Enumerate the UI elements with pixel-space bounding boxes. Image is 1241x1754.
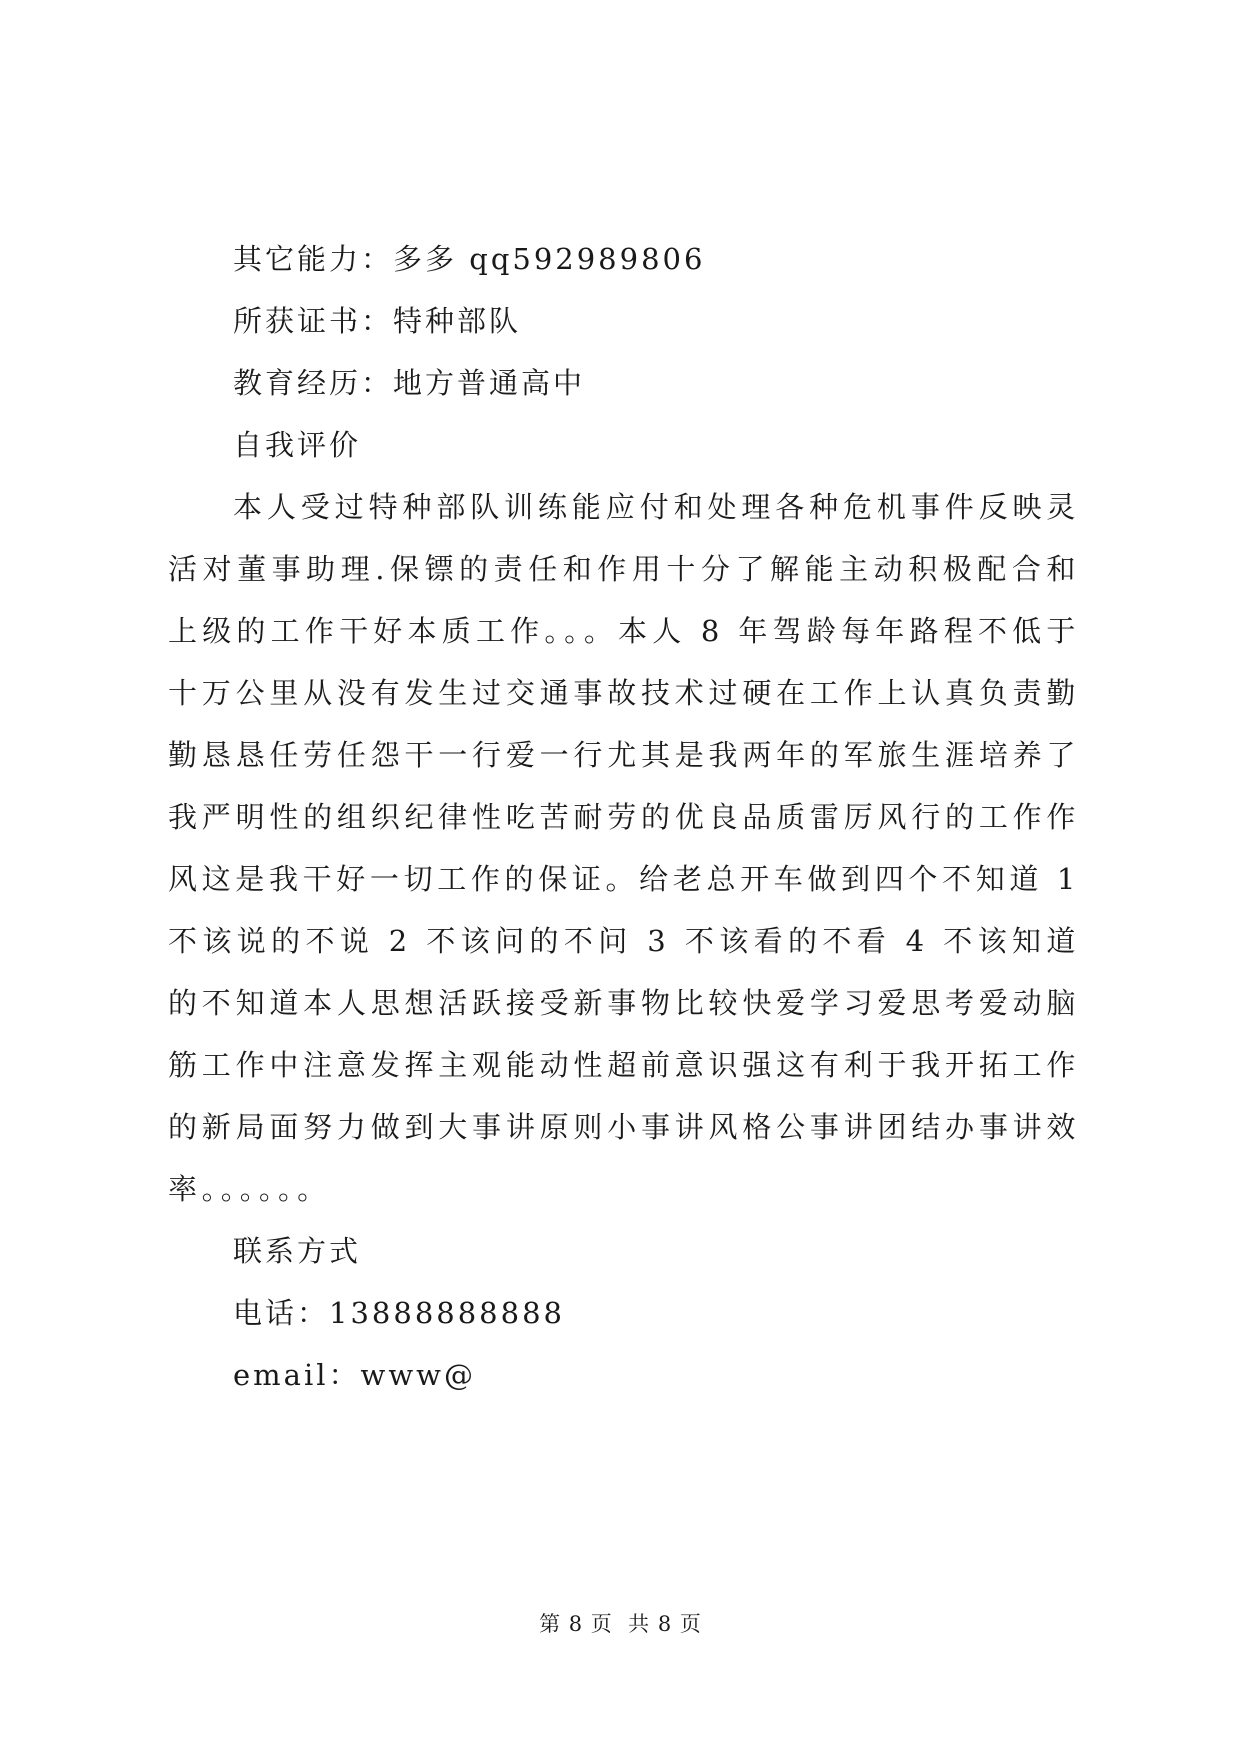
field-separator: ：: [328, 1358, 361, 1392]
field-email: [168, 1344, 1080, 1406]
field-label: 电话: [233, 1296, 298, 1330]
field-other-abilities: [168, 228, 1080, 290]
field-separator: ：: [361, 366, 394, 400]
page-number: 第 8 页: [539, 1612, 613, 1636]
field-certificates: [168, 290, 1080, 352]
page-total: 共 8 页: [628, 1612, 702, 1636]
field-label: email: [233, 1358, 329, 1392]
field-label: 所获证书: [233, 304, 362, 338]
field-separator: ：: [361, 304, 394, 338]
field-value: 地方普通高中: [393, 366, 586, 400]
field-label: 教育经历: [233, 366, 362, 400]
self-evaluation-heading: 自我评价: [233, 428, 362, 462]
document-content: [168, 228, 1080, 1406]
field-value: 特种部队: [393, 304, 522, 338]
contact-heading: 联系方式: [233, 1234, 362, 1268]
page-footer: [0, 1608, 1241, 1638]
field-education: [168, 352, 1080, 414]
field-separator: ：: [361, 242, 394, 276]
field-label: 其它能力: [233, 242, 362, 276]
field-value: 13888888888: [329, 1296, 565, 1330]
field-value: 多多 qq592989806: [393, 242, 706, 276]
field-phone: [168, 1282, 1080, 1344]
field-separator: ：: [297, 1296, 330, 1330]
self-evaluation-paragraph: 本人受过特种部队训练能应付和处理各种危机事件反映灵活对董事助理.保镖的责任和作用十分了解能主动积极配合和上级的工作干好本质工作。。。本人 8 年驾龄每年路程不低于十万公里从没有发生过交通事故技术过硬在工作上认真负责勤勤恳恳任劳任怨干一行爱一行尤其是我两年的军旅生涯培养了我严明性的组织纪律性吃苦耐劳的优良品质雷厉风行的工作作风这是我干好一切工作的保证。给老总开车做到四个不知道 1 不该说的不说 2 不该问的不问 3 不该看的不看 4 不该知道的不知道本人思想活跃接受新事物比较快爱学习爱思考爱动脑筋工作中注意发挥主观能动性超前意识强这有利于我开拓工作的新局面努力做到大事讲原则小事讲风格公事讲团结办事讲效率。。。。。。: [168, 490, 1080, 1206]
field-value: www@: [360, 1358, 476, 1392]
